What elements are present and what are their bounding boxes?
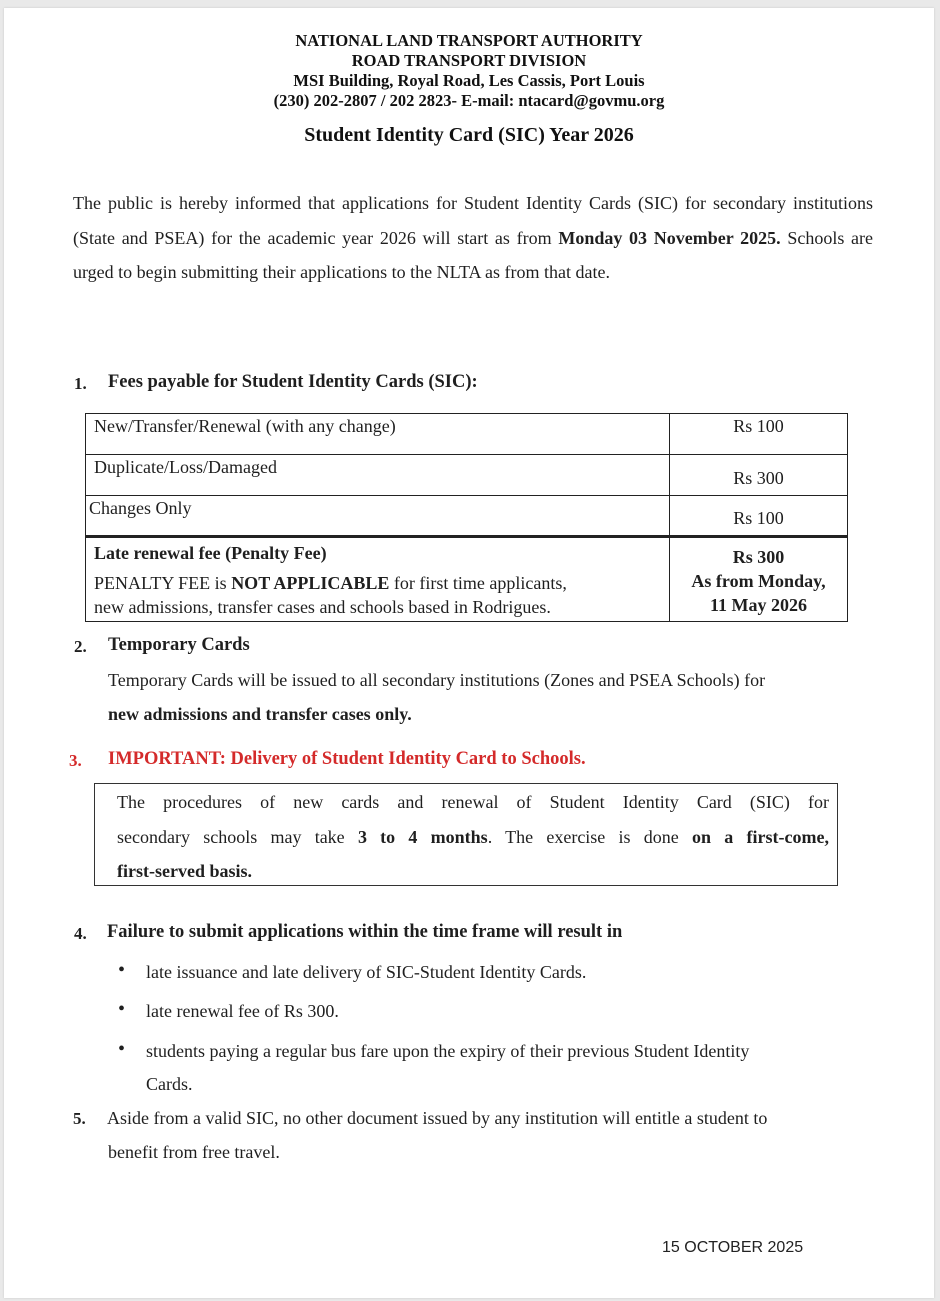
bullet-dot: • — [118, 1038, 126, 1060]
section3-number: 3. — [69, 751, 82, 770]
fee-row — [86, 496, 848, 537]
section1-title: Fees payable for Student Identity Cards (SIC): — [108, 372, 478, 392]
section4-number: 4. — [74, 924, 87, 943]
penalty-note — [94, 571, 661, 595]
fee-row — [86, 414, 848, 455]
penalty-note-line2: new admissions, transfer cases and schools based in Rodrigues. — [94, 597, 551, 617]
header-division: ROAD TRANSPORT DIVISION — [351, 51, 587, 70]
issue-date: 15 OCTOBER 2025 — [662, 1239, 804, 1256]
penalty-date-line2: 11 May 2026 — [710, 595, 807, 615]
delivery-line2-prefix: secondary schools may take — [117, 827, 358, 847]
delivery-basis-1: on a first-come, — [692, 827, 830, 847]
delivery-line1: The procedures of new cards and renewal of Student Identity Card (SIC) for — [117, 792, 829, 812]
header-authority: NATIONAL LAND TRANSPORT AUTHORITY — [295, 31, 643, 50]
penalty-amount-cell — [670, 537, 848, 622]
section2-title: Temporary Cards — [108, 635, 250, 655]
section4-bullet-3-line2: Cards. — [146, 1074, 193, 1094]
penalty-note-bold: NOT APPLICABLE — [231, 573, 390, 593]
section4-bullet-2: late renewal fee of Rs 300. — [146, 1001, 339, 1021]
fees-table — [85, 413, 848, 622]
fee-row — [86, 455, 848, 496]
fee-amount: Rs 100 — [670, 496, 848, 537]
intro-start-date: Monday 03 November 2025. — [558, 227, 781, 248]
section5-line2: benefit from free travel. — [108, 1142, 280, 1162]
penalty-cell — [86, 537, 670, 622]
penalty-amount: Rs 300 — [732, 547, 785, 567]
delivery-line2 — [117, 827, 829, 848]
section1-number: 1. — [74, 374, 87, 393]
fee-label: Changes Only — [86, 496, 670, 537]
document-page — [4, 8, 934, 1298]
intro-paragraph — [73, 186, 873, 290]
penalty-note-prefix: PENALTY FEE is — [94, 573, 232, 593]
delivery-duration: 3 to 4 months — [357, 827, 488, 847]
section4-bullet-3-line1: students paying a regular bus fare upon the expiry of their previous Student Identity — [146, 1041, 750, 1061]
intro-text-2: Schools are urged to begin submitting their applications to the NLTA as from that date. — [73, 227, 873, 282]
page-title: Student Identity Card (SIC) Year 2026 — [304, 124, 634, 146]
section4-title: Failure to submit applications within the time frame will result in — [107, 922, 623, 942]
penalty-note-suffix: for first time applicants, — [389, 573, 567, 593]
intro-text-1: The public is hereby informed that applications for Student Identity Cards (SIC) for secondary institutions (State and PSEA) for the academic year 2026 will start as from — [73, 193, 873, 248]
fee-amount: Rs 100 — [670, 414, 848, 455]
penalty-label: Late renewal fee (Penalty Fee) — [94, 543, 327, 563]
section5-line1: Aside from a valid SIC, no other document issued by any institution will entitle a student to — [107, 1108, 768, 1128]
penalty-row — [86, 537, 848, 622]
fee-label: Duplicate/Loss/Damaged — [86, 455, 670, 496]
section4-bullet-1: late issuance and late delivery of SIC-Student Identity Cards. — [146, 962, 587, 982]
penalty-date-line1: As from Monday, — [691, 571, 826, 591]
section5-number: 5. — [73, 1109, 86, 1128]
bullet-dot: • — [118, 998, 126, 1020]
delivery-notice-box — [94, 783, 838, 886]
fee-amount: Rs 300 — [670, 455, 848, 496]
section2-bold: new admissions and transfer cases only. — [108, 704, 412, 724]
fee-label: New/Transfer/Renewal (with any change) — [86, 414, 670, 455]
delivery-line2-mid: . The exercise is done — [487, 827, 693, 847]
section3-title: IMPORTANT: Delivery of Student Identity Card to Schools. — [108, 749, 586, 769]
delivery-basis-2: first-served basis. — [117, 861, 252, 881]
section2-text: Temporary Cards will be issued to all secondary institutions (Zones and PSEA Schools) for — [108, 670, 766, 690]
bullet-dot: • — [118, 959, 126, 981]
header-contact: (230) 202-2807 / 202 2823- E-mail: ntacard@govmu.org — [273, 91, 665, 110]
section2-number: 2. — [74, 637, 87, 656]
header-address: MSI Building, Royal Road, Les Cassis, Port Louis — [293, 71, 645, 90]
